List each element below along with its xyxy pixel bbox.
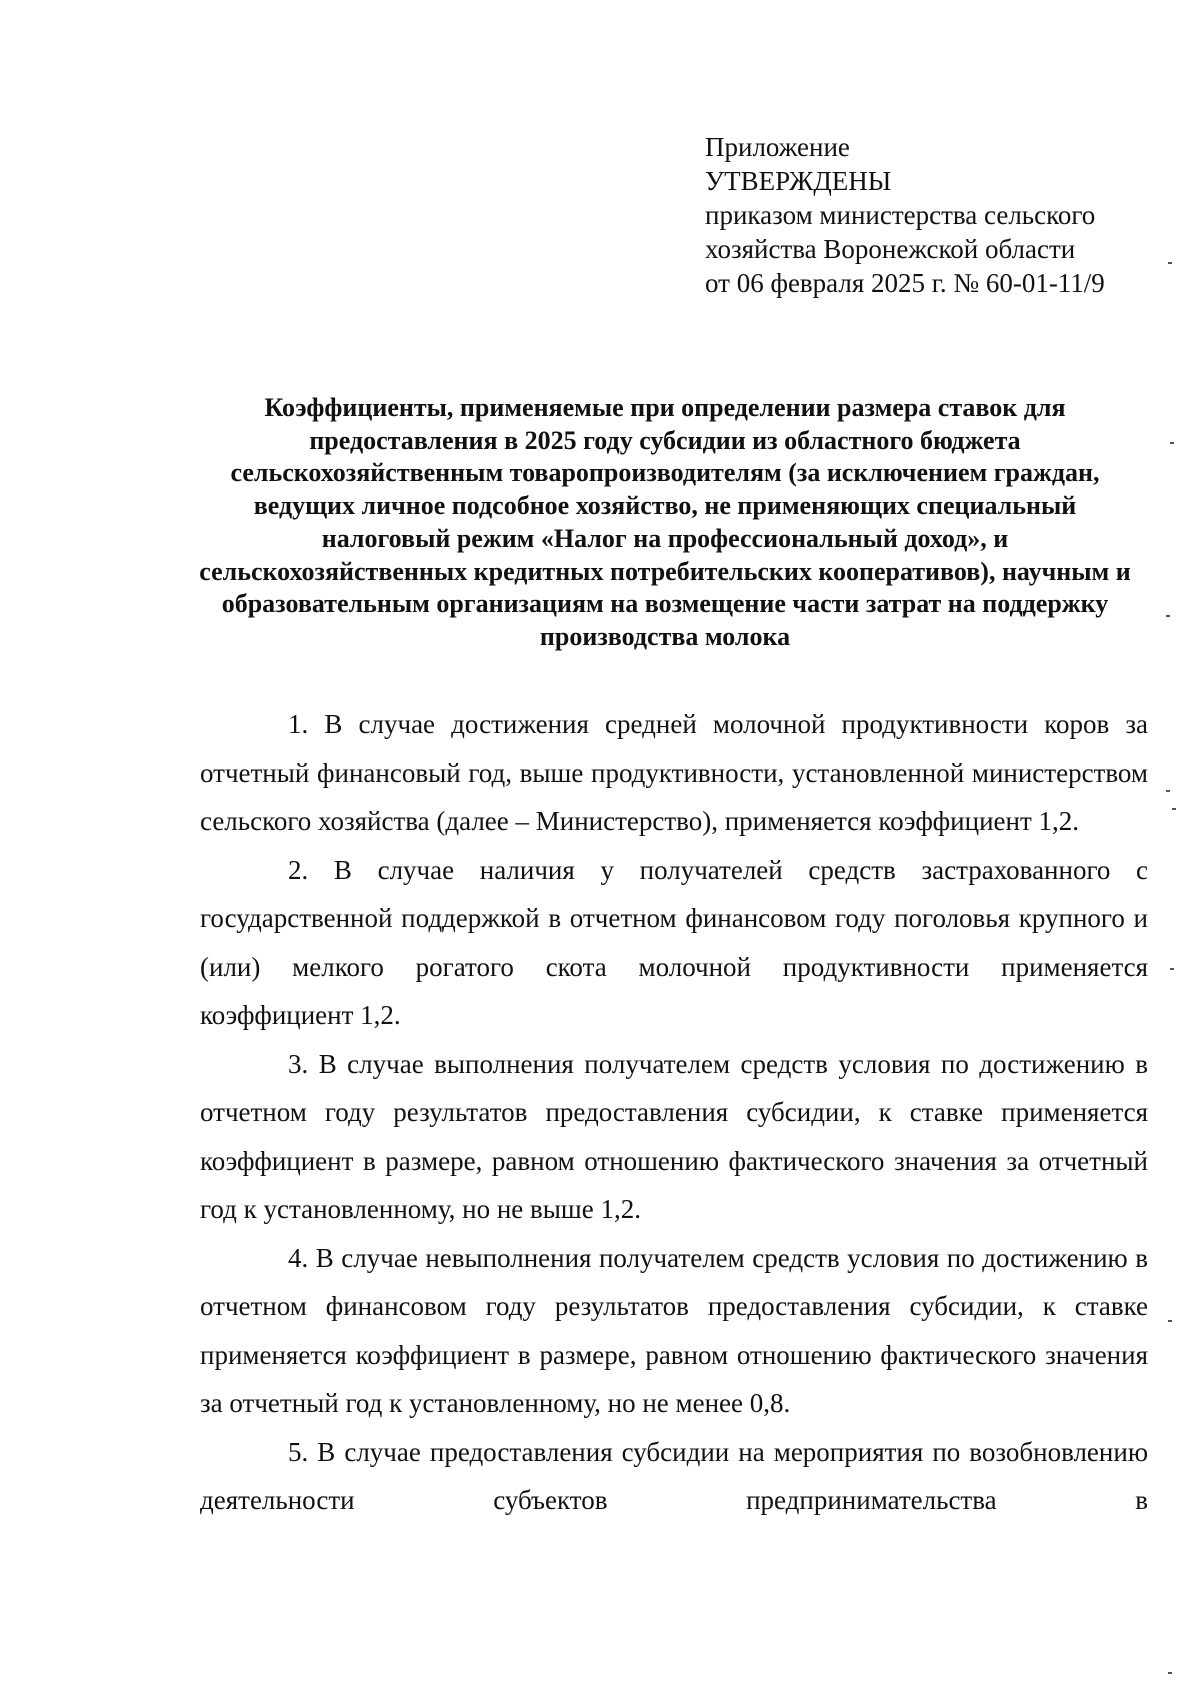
paragraph-1: 1. В случае достижения средней молочной продуктивности коров за отчетный финансовый год, выше продуктивности, установленной министерством сельского хозяйства (далее – Министерство), применяется коэффициент 1,2. <box>200 709 1148 836</box>
document-body <box>200 700 1148 1525</box>
scan-mark <box>1170 442 1174 444</box>
scan-mark <box>1168 262 1172 264</box>
scan-mark <box>1166 790 1170 792</box>
paragraph-2: 2. В случае наличия у получателей средств застрахованного с государственной поддержкой в отчетном финансовом году поголовья крупного и (или) мелкого рогатого скота молочной продуктивности применяется коэффициент 1,2. <box>200 854 1148 1030</box>
paragraph-3: 3. В случае выполнения получателем средств условия по достижению в отчетном году результатов предоставления субсидии, к ставке применяется коэффициент в размере, равном отношению фактического значения за отчетный год к установленному, но не выше 1,2. <box>200 1048 1148 1224</box>
approval-block <box>705 130 1165 300</box>
document-title: Коэффициенты, применяемые при определении размера ставок для предоставления в 2025 году субсидии из областного бюджета сельскохозяйственным товаропроизводителям (за исключением граждан, ведущих личное подсобное хозяйство, не применяющих специальный налоговый режим «Налог на профессиональный доход», и сельскохозяйственных кредитных потребительских кооперативов), научным и образовательным организациям на возмещение части затрат на поддержку производства молока <box>199 393 1131 651</box>
scan-mark <box>1168 1320 1172 1322</box>
scan-mark <box>1168 1672 1172 1674</box>
approval-order-line-1: приказом министерства сельского <box>705 200 1096 230</box>
scan-mark <box>1170 968 1174 970</box>
paragraph-5: 5. В случае предоставления субсидии на мероприятия по возобновлению деятельности субъектов предпринимательства в <box>200 1436 1148 1515</box>
approval-order-line-3: от 06 февраля 2025 г. № 60-01-11/9 <box>705 268 1105 298</box>
approved-label: УТВЕРЖДЕНЫ <box>705 166 892 196</box>
paragraph-4: 4. В случае невыполнения получателем средств условия по достижению в отчетном финансовом году результатов предоставления субсидии, к ставке применяется коэффициент в размере, равном отношению фактического значения за отчетный год к установленному, но не менее 0,8. <box>200 1242 1148 1418</box>
scan-mark <box>1166 615 1170 617</box>
approval-order-line-2: хозяйства Воронежской области <box>705 234 1076 264</box>
scan-mark <box>1172 808 1176 810</box>
appendix-label: Приложение <box>705 132 850 162</box>
